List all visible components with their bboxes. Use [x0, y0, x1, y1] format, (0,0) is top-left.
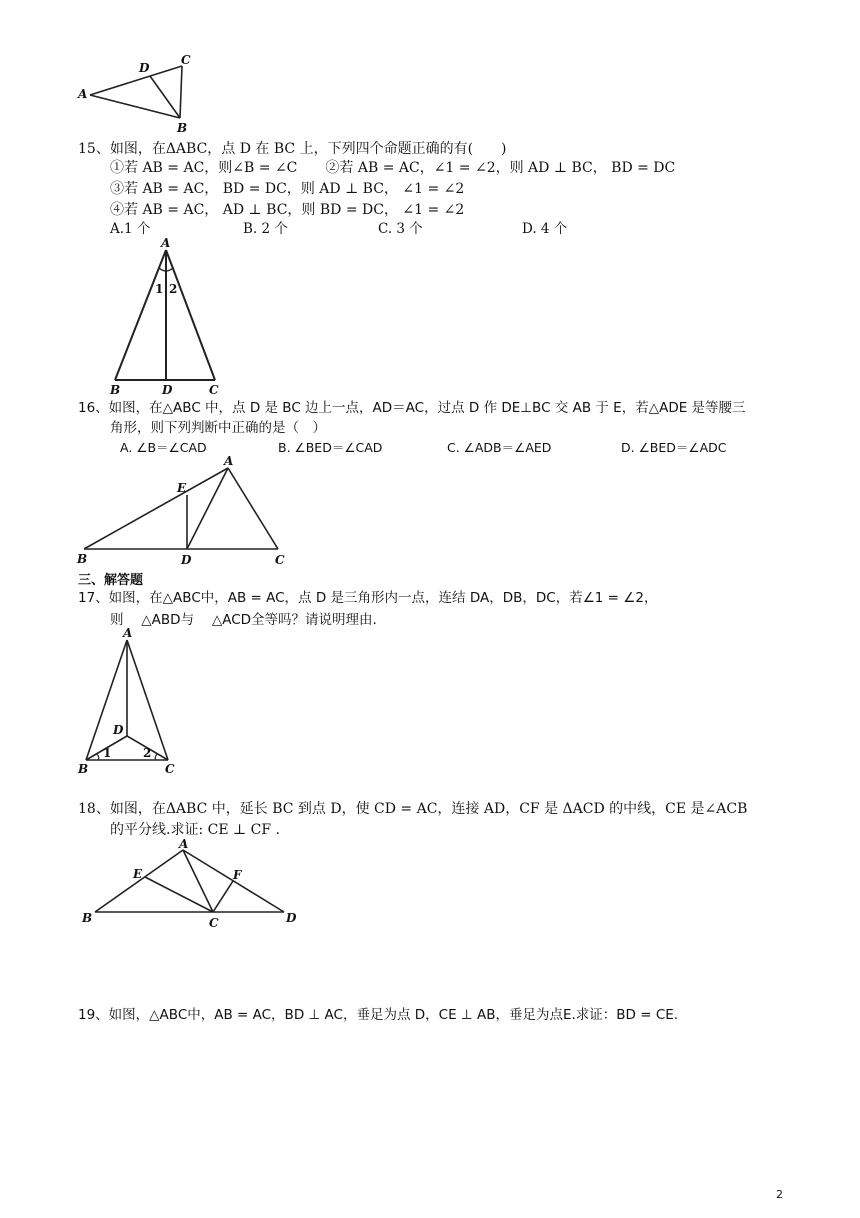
- fig14-label-a: A: [78, 87, 88, 101]
- q17-stem-line2: 则 △ABD与 △ACD全等吗？请说明理由.: [110, 612, 377, 628]
- fig18-label-b: B: [82, 911, 93, 925]
- fig16-label-c: C: [275, 553, 285, 567]
- q17-stem-line1: 17、如图，在△ABC中，AB = AC，点 D 是三角形内一点，连结 DA，DB，DC，若∠1 = ∠2，: [78, 590, 658, 606]
- fig17-angle-1: 1: [103, 746, 112, 760]
- fig14-label-d: D: [139, 61, 150, 75]
- fig16-label-d: D: [181, 553, 192, 567]
- q16-option-d: D. ∠BED＝∠ADC: [621, 440, 727, 455]
- section-heading: 三、解答题: [78, 573, 144, 588]
- fig16-label-e: E: [177, 481, 187, 495]
- fig18-label-a: A: [179, 837, 189, 851]
- fig18-label-e: E: [133, 867, 143, 881]
- fig15-label-a: A: [161, 236, 171, 250]
- q15-option-c: C. 3 个: [378, 221, 423, 237]
- fig17-label-d: D: [113, 723, 124, 737]
- fig16-label-a: A: [224, 454, 234, 468]
- q15-option-d: D. 4 个: [522, 221, 568, 237]
- q16-option-c: C. ∠ADB＝∠AED: [447, 440, 552, 455]
- fig15-label-d: D: [162, 383, 173, 397]
- q15-prop-1-2: ①若 AB = AC，则∠B = ∠C ②若 AB = AC，∠1 = ∠2，则 AD ⊥ BC， BD = DC: [110, 160, 676, 176]
- fig16-label-b: B: [77, 552, 88, 566]
- q15-prop-4: ④若 AB = AC， AD ⊥ BC，则 BD = DC， ∠1 = ∠2: [110, 202, 465, 218]
- fig15-angle-1: 1: [155, 282, 164, 296]
- q18-stem-line1: 18、如图，在ΔABC 中，延长 BC 到点 D，使 CD = AC，连接 AD，CF 是 ΔACD 的中线，CE 是∠ACB: [78, 801, 748, 817]
- fig14-label-c: C: [181, 53, 191, 67]
- q16-option-b: B. ∠BED＝∠CAD: [278, 440, 383, 455]
- fig18-label-f: F: [233, 868, 242, 882]
- q15-stem: 15、如图，在ΔABC，点 D 在 BC 上，下列四个命题正确的有( ): [78, 141, 507, 157]
- fig17-label-c: C: [165, 762, 175, 776]
- q19-stem: 19、如图，△ABC中，AB = AC，BD ⊥ AC，垂足为点 D，CE ⊥ AB，垂足为点E.求证：BD = CE.: [78, 1007, 679, 1023]
- fig14-label-b: B: [177, 121, 188, 135]
- fig15-angle-2: 2: [169, 282, 178, 296]
- q18-stem-line2: 的平分线.求证: CE ⊥ CF .: [110, 822, 280, 838]
- q16-option-a: A. ∠B＝∠CAD: [120, 440, 207, 455]
- fig18-label-c: C: [209, 916, 219, 930]
- q15-option-b: B. 2 个: [243, 221, 288, 237]
- q15-prop-3: ③若 AB = AC， BD = DC，则 AD ⊥ BC， ∠1 = ∠2: [110, 181, 465, 197]
- fig17-label-b: B: [78, 762, 89, 776]
- fig17-label-a: A: [123, 626, 133, 640]
- q16-stem-line2: 角形，则下列判断中正确的是（ ）: [110, 420, 326, 436]
- fig15-label-c: C: [209, 383, 219, 397]
- q15-option-a: A.1 个: [110, 221, 151, 237]
- fig17-angle-2: 2: [143, 746, 152, 760]
- page-number: 2: [776, 1188, 783, 1201]
- q16-stem-line1: 16、如图，在△ABC 中，点 D 是 BC 边上一点，AD＝AC，过点 D 作 DE⊥BC 交 AB 于 E，若△ADE 是等腰三: [78, 400, 746, 416]
- fig18-label-d: D: [286, 911, 297, 925]
- fig15-label-b: B: [110, 383, 121, 397]
